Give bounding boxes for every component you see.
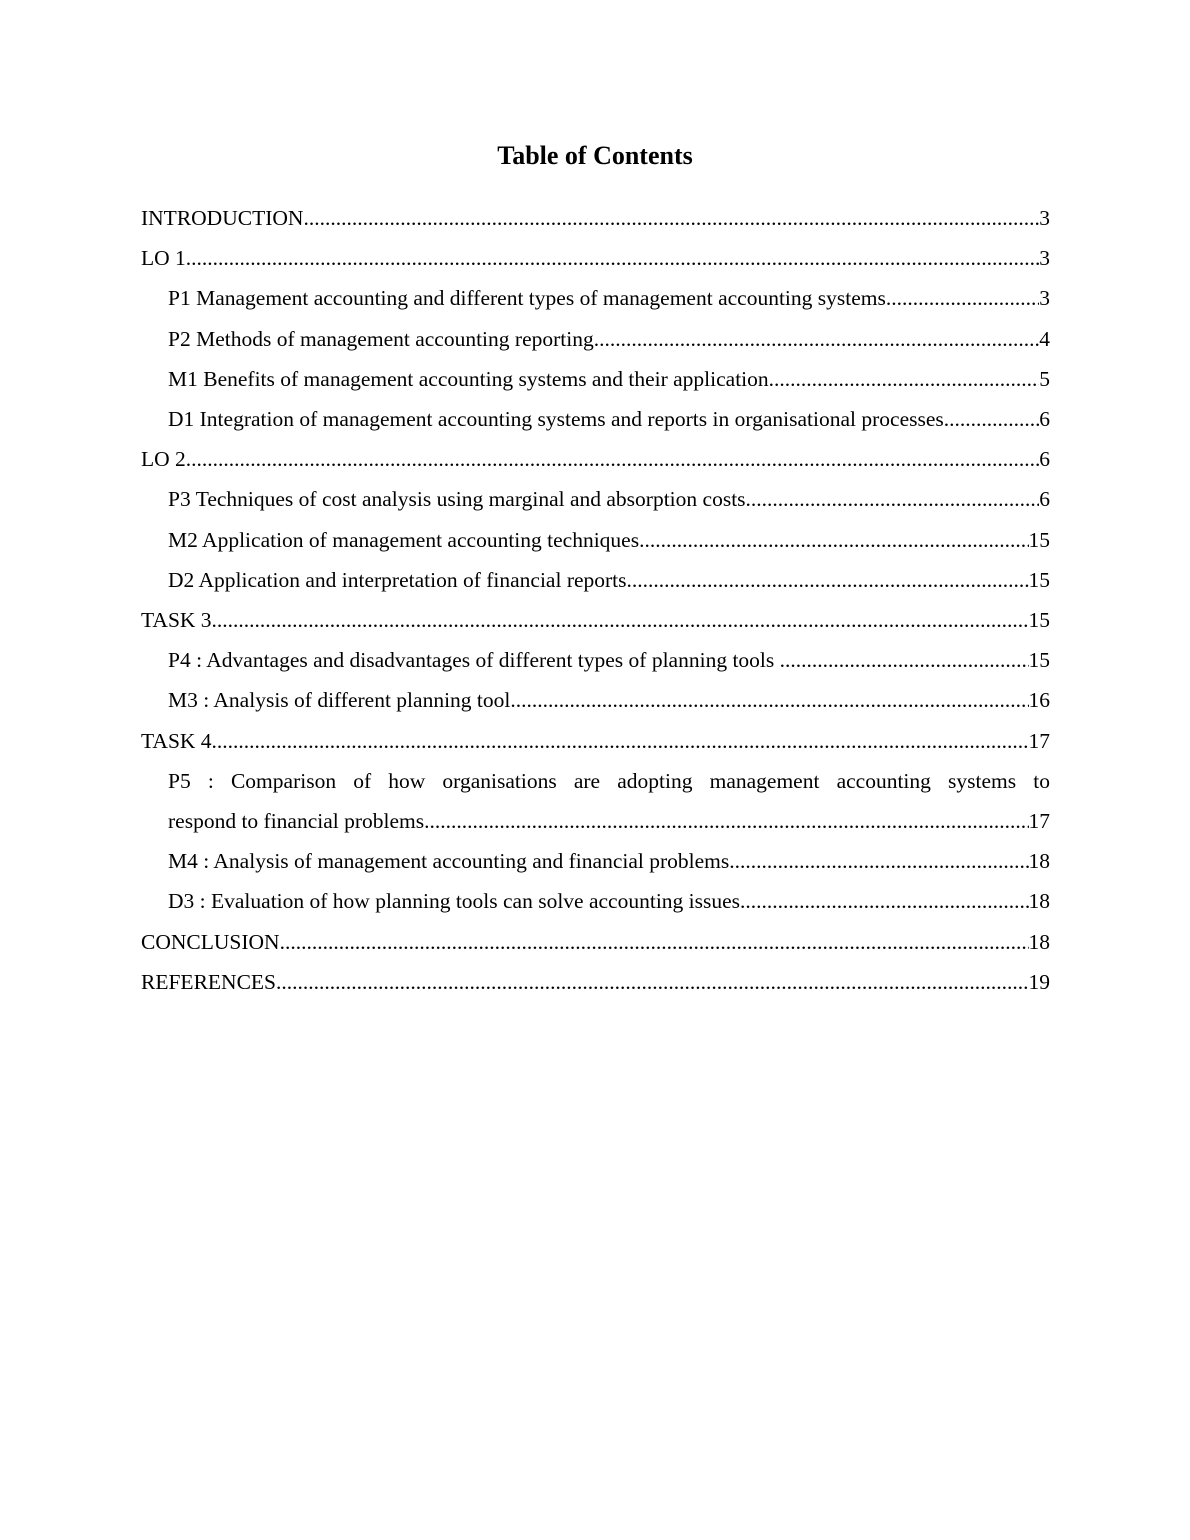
toc-entry-label: M1 Benefits of management accounting systems and their application bbox=[168, 366, 769, 391]
dot-leader bbox=[186, 238, 1039, 278]
toc-entry-task3[interactable] bbox=[141, 600, 1050, 640]
toc-page-number: 6 bbox=[1039, 407, 1050, 432]
toc-entry-label: M4 : Analysis of management accounting and financial problems bbox=[168, 849, 730, 874]
dot-leader bbox=[280, 922, 1029, 962]
toc-entry-label: TASK 4 bbox=[141, 728, 212, 753]
dot-leader bbox=[746, 479, 1040, 519]
dot-leader bbox=[276, 962, 1029, 1002]
toc-entry-label: D3 : Evaluation of how planning tools can solve accounting issues bbox=[168, 889, 741, 914]
toc-entry-conclusion[interactable] bbox=[141, 922, 1050, 962]
toc-entry-d2[interactable] bbox=[141, 560, 1050, 600]
toc-page-number: 17 bbox=[1028, 809, 1050, 834]
toc-page-number: 18 bbox=[1028, 929, 1050, 954]
dot-leader bbox=[510, 680, 1028, 720]
toc-entry-label: P3 Techniques of cost analysis using marginal and absorption costs bbox=[168, 487, 746, 512]
toc-page-number: 19 bbox=[1028, 969, 1050, 994]
toc-entry-label: P2 Methods of management accounting reporting bbox=[168, 326, 594, 351]
page-title: Table of Contents bbox=[497, 141, 693, 170]
toc-entry-p3[interactable] bbox=[141, 479, 1050, 519]
toc-entry-lo1[interactable] bbox=[141, 238, 1050, 278]
toc-page-number: 3 bbox=[1039, 206, 1050, 230]
dot-leader bbox=[212, 600, 1029, 640]
toc-entry-d3[interactable] bbox=[141, 881, 1050, 921]
toc-page-number: 15 bbox=[1028, 527, 1050, 552]
toc-page-number: 15 bbox=[1028, 648, 1050, 673]
toc-page-number: 3 bbox=[1039, 246, 1050, 271]
dot-leader bbox=[212, 721, 1029, 761]
toc-page-number: 18 bbox=[1028, 849, 1050, 874]
toc-page-number: 15 bbox=[1028, 608, 1050, 633]
dot-leader bbox=[780, 640, 1029, 680]
toc-entry-label-line1: P5 : Comparison of how organisations are adopting management accounting systems to bbox=[168, 768, 1050, 793]
toc-entry-line2 bbox=[168, 801, 1050, 841]
toc-entry-label: LO 2 bbox=[141, 447, 186, 472]
toc-entry-label: TASK 3 bbox=[141, 608, 212, 633]
dot-leader bbox=[639, 520, 1028, 560]
dot-leader bbox=[627, 560, 1029, 600]
dot-leader bbox=[729, 841, 1028, 881]
toc-entry-task4[interactable] bbox=[141, 721, 1050, 761]
toc-entry-p5[interactable] bbox=[141, 761, 1050, 841]
toc-entry-p1[interactable] bbox=[141, 278, 1050, 318]
dot-leader bbox=[740, 881, 1028, 921]
toc-entry-m3[interactable] bbox=[141, 680, 1050, 720]
toc-entry-m1[interactable] bbox=[141, 359, 1050, 399]
toc-page-number: 15 bbox=[1028, 567, 1050, 592]
toc-entry-m2[interactable] bbox=[141, 520, 1050, 560]
toc-entry-label: D2 Application and interpretation of financial reports bbox=[168, 567, 627, 592]
toc-entry-m4[interactable] bbox=[141, 841, 1050, 881]
toc-entry-introduction[interactable] bbox=[141, 198, 1050, 238]
toc-entry-label: M3 : Analysis of different planning tool bbox=[168, 688, 511, 713]
toc-page-number: 6 bbox=[1039, 487, 1050, 512]
toc-entry-label: INTRODUCTION bbox=[141, 206, 304, 230]
toc-entry-label: LO 1 bbox=[141, 246, 186, 271]
toc-page-number: 17 bbox=[1028, 728, 1050, 753]
toc-entry-lo2[interactable] bbox=[141, 439, 1050, 479]
dot-leader bbox=[769, 359, 1040, 399]
dot-leader bbox=[424, 801, 1028, 841]
toc-entry-label: P1 Management accounting and different types of management accounting systems bbox=[168, 286, 886, 311]
toc-entry-label: D1 Integration of management accounting systems and reports in organisational processes bbox=[168, 407, 944, 432]
toc-entry-label-line2: respond to financial problems bbox=[168, 809, 425, 834]
dot-leader bbox=[886, 278, 1039, 318]
toc-page-number: 16 bbox=[1028, 688, 1050, 713]
dot-leader bbox=[303, 198, 1039, 238]
toc-page-number: 5 bbox=[1039, 366, 1050, 391]
table-of-contents bbox=[141, 198, 1050, 1002]
dot-leader bbox=[944, 399, 1039, 439]
dot-leader bbox=[594, 319, 1040, 359]
toc-entry-p2[interactable] bbox=[141, 319, 1050, 359]
toc-entry-p4[interactable] bbox=[141, 640, 1050, 680]
toc-entry-label: CONCLUSION bbox=[141, 929, 280, 954]
toc-entry-d1[interactable] bbox=[141, 399, 1050, 439]
toc-page-number: 6 bbox=[1039, 447, 1050, 472]
toc-page-number: 18 bbox=[1028, 889, 1050, 914]
toc-page-number: 3 bbox=[1039, 286, 1050, 311]
toc-entry-label: M2 Application of management accounting techniques bbox=[168, 527, 640, 552]
toc-page-number: 4 bbox=[1039, 326, 1050, 351]
toc-entry-label: REFERENCES bbox=[141, 969, 276, 994]
toc-entry-label: P4 : Advantages and disadvantages of different types of planning tools bbox=[168, 648, 780, 673]
dot-leader bbox=[186, 439, 1039, 479]
toc-entry-references[interactable] bbox=[141, 962, 1050, 1002]
